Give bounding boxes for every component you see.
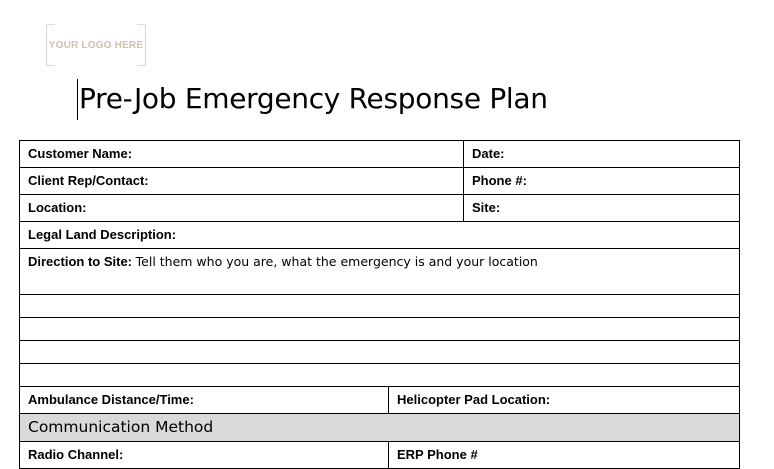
form-row — [20, 222, 740, 249]
blank-cell[interactable] — [20, 364, 740, 387]
text-cursor — [77, 79, 78, 120]
blank-row — [20, 295, 740, 318]
blank-row — [20, 318, 740, 341]
location-label: Location: — [28, 200, 87, 215]
site-label: Site: — [472, 200, 501, 215]
date-field[interactable] — [464, 141, 740, 168]
radio-channel-label: Radio Channel: — [28, 447, 124, 462]
site-field[interactable] — [464, 195, 740, 222]
logo-placeholder — [46, 24, 146, 66]
blank-row — [20, 364, 740, 387]
date-label: Date: — [472, 146, 505, 161]
document-title[interactable]: Pre-Job Emergency Response Plan — [79, 82, 548, 115]
erp-phone-label: ERP Phone # — [397, 447, 478, 462]
helicopter-label: Helicopter Pad Location: — [397, 392, 551, 407]
form-row — [20, 195, 740, 222]
form-row — [20, 141, 740, 168]
legal-land-field[interactable] — [20, 222, 740, 249]
customer-name-field[interactable] — [20, 141, 464, 168]
radio-channel-field[interactable] — [20, 442, 389, 469]
blank-cell[interactable] — [20, 341, 740, 364]
customer-name-label: Customer Name: — [28, 146, 133, 161]
helicopter-field[interactable] — [389, 387, 740, 414]
form-row — [20, 249, 740, 295]
section-header-row — [20, 414, 740, 442]
location-field[interactable] — [20, 195, 464, 222]
blank-cell[interactable] — [20, 295, 740, 318]
ambulance-field[interactable] — [20, 387, 389, 414]
emergency-plan-form — [19, 140, 740, 469]
phone-field[interactable] — [464, 168, 740, 195]
phone-label: Phone #: — [472, 173, 527, 188]
legal-land-label: Legal Land Description: — [28, 227, 177, 242]
blank-cell[interactable] — [20, 318, 740, 341]
form-row — [20, 387, 740, 414]
form-row — [20, 168, 740, 195]
blank-row — [20, 341, 740, 364]
direction-field[interactable] — [20, 249, 740, 295]
direction-hint: Tell them who you are, what the emergency is and your location — [135, 254, 538, 269]
logo-text: YOUR LOGO HERE — [48, 39, 144, 51]
form-row — [20, 442, 740, 469]
client-rep-field[interactable] — [20, 168, 464, 195]
ambulance-label: Ambulance Distance/Time: — [28, 392, 194, 407]
communication-header: Communication Method — [20, 414, 740, 442]
client-rep-label: Client Rep/Contact: — [28, 173, 149, 188]
erp-phone-field[interactable] — [389, 442, 740, 469]
direction-label: Direction to Site: — [28, 254, 133, 269]
